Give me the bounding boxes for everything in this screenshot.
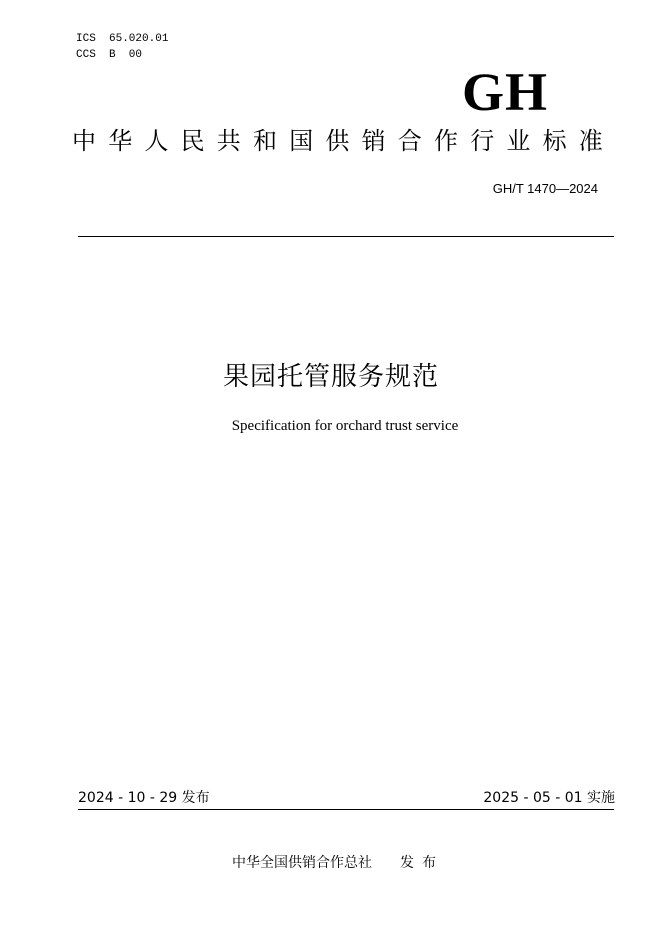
document-title-english: Specification for orchard trust service [231,418,459,434]
standard-type-heading: 中华人民共和国供销合作行业标准 [72,127,615,155]
publisher-name: 中华全国供销合作总社 [232,855,372,871]
issue-date: 2024 - 10 - 29 发布 [78,790,210,806]
classification-codes [76,31,168,63]
ics-code: ICS 65.020.01 [76,33,169,45]
bottom-divider [78,809,614,810]
implementation-date: 2025 - 05 - 01 实施 [483,790,615,806]
document-title-chinese: 果园托管服务规范 [222,362,439,392]
ccs-code: CCS B 00 [76,49,143,61]
publisher-line [0,853,662,873]
standard-number: GH/T 1470—2024 [492,181,598,196]
top-divider [78,236,614,237]
gh-logo: GH [462,62,549,122]
publisher-action: 发布 [400,855,444,871]
